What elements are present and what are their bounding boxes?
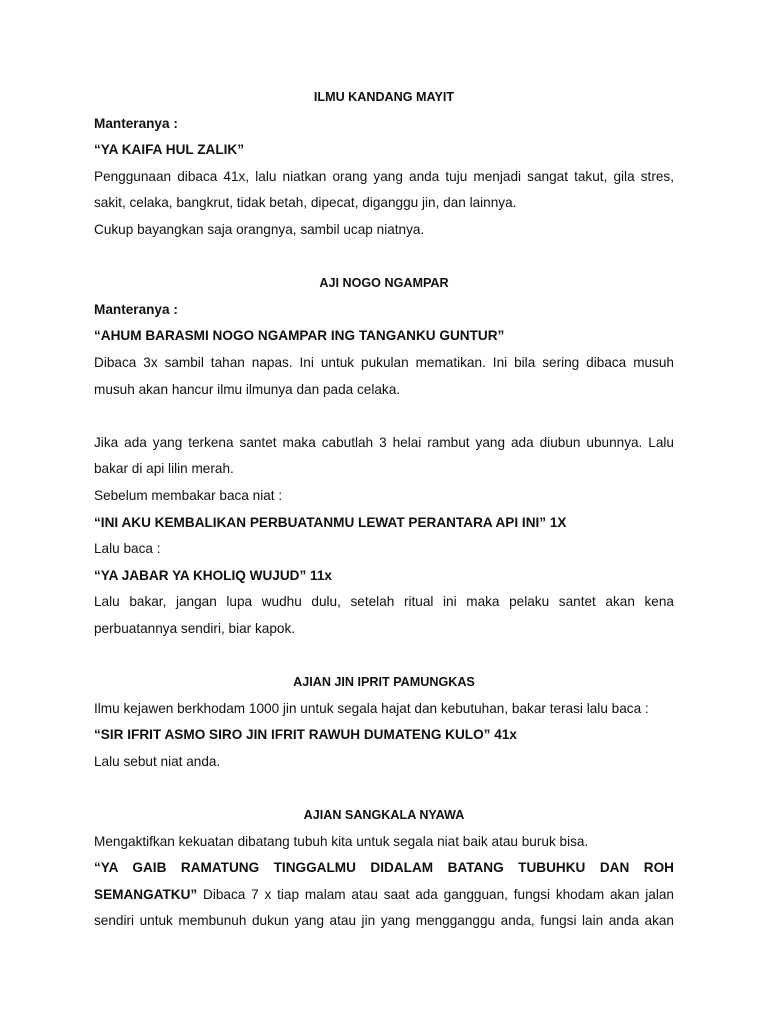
paragraph-line: Sebelum membakar baca niat : [94,487,283,503]
mantra-text: “INI AKU KEMBALIKAN PERBUATANMU LEWAT PERANTARA API INI” 1X [94,514,567,530]
mantra-text: “YA GAIB RAMATUNG TINGGALMU DIDALAM BATANG TUBUHKU DAN ROH [94,860,674,876]
mantra-text: SEMANGATKU” [94,886,198,902]
paragraph-line: Ilmu kejawen berkhodam 1000 jin untuk segala hajat dan kebutuhan, bakar terasi lalu baca : [94,700,649,716]
mantra-text: “SIR IFRIT ASMO SIRO JIN IFRIT RAWUH DUMATENG KULO” 41x [94,727,517,743]
paragraph-line: sendiri untuk membunuh dukun yang atau jin yang mengganggu anda, fungsi lain anda akan [94,913,674,929]
section-title-ilmu-kandang-mayit: ILMU KANDANG MAYIT [313,90,455,104]
section-title-ajian-jin-iprit-pamungkas: AJIAN JIN IPRIT PAMUNGKAS [293,675,475,690]
paragraph-line: Lalu bakar, jangan lupa wudhu dulu, setelah ritual ini maka pelaku santet akan kena [94,594,674,610]
spacer [94,244,674,271]
paragraph-text: Dibaca 7 x tiap malam atau saat ada gangguan, fungsi khodam akan jalan [197,886,674,902]
mantra-label: Manteranya : [94,115,178,131]
paragraph-line: Penggunaan dibaca 41x, lalu niatkan orang yang anda tuju menjadi sangat takut, gila stres, [94,168,674,184]
paragraph-line: Mengaktifkan kekuatan dibatang tubuh kita untuk segala niat baik atau buruk bisa. [94,833,589,849]
mantra-text: “YA KAIFA HUL ZALIK” [94,142,245,158]
mantra-label: Manteranya : [94,301,178,317]
paragraph-line: sakit, celaka, bangkrut, tidak betah, dipecat, diganggu jin, dan lainnya. [94,195,517,211]
paragraph-line: Lalu sebut niat anda. [94,753,221,769]
paragraph-line: Jika ada yang terkena santet maka cabutlah 3 helai rambut yang ada diubun ubunnya. Lalu [94,434,674,450]
paragraph-line: perbuatannya sendiri, biar kapok. [94,620,296,636]
paragraph-line [94,882,674,909]
paragraph-line: musuh akan hancur ilmu ilmunya dan pada celaka. [94,381,401,397]
paragraph-line: Cukup bayangkan saja orangnya, sambil ucap niatnya. [94,221,425,237]
paragraph-line: Lalu baca : [94,541,161,557]
section-title-ajian-sangkala-nyawa: AJIAN SANGKALA NYAWA [303,808,465,823]
paragraph-line: Dibaca 3x sambil tahan napas. Ini untuk pukulan mematikan. Ini bila sering dibaca musuh [94,354,674,370]
paragraph-line: bakar di api lilin merah. [94,461,234,477]
section-title-aji-nogo-ngampar: AJI NOGO NGAMPAR [319,276,449,291]
mantra-text: “AHUM BARASMI NOGO NGAMPAR ING TANGANKU GUNTUR” [94,328,505,344]
mantra-text: “YA JABAR YA KHOLIQ WUJUD” 11x [94,567,332,583]
spacer [94,642,674,669]
spacer [94,775,674,802]
spacer [94,403,674,430]
